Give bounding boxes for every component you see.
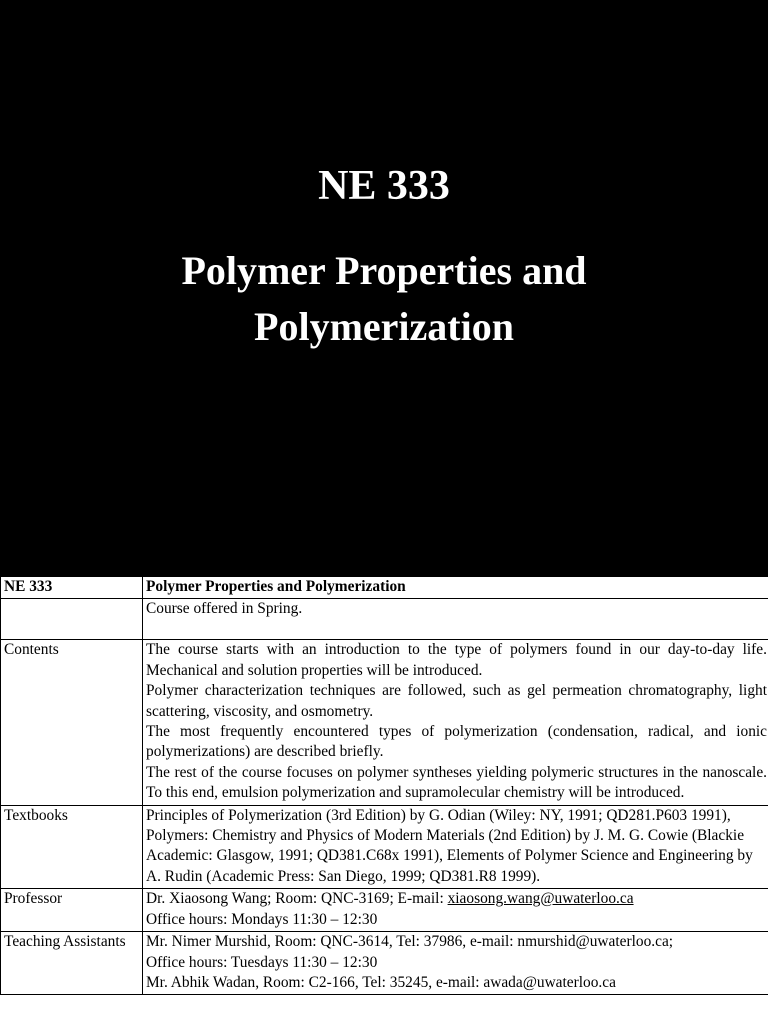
textbooks-label: Textbooks <box>1 805 143 889</box>
empty-cell <box>1 599 143 640</box>
table-row <box>1 889 768 932</box>
professor-label: Professor <box>1 889 143 932</box>
course-title-line-1: Polymer Properties and <box>181 248 587 293</box>
table-row <box>1 805 768 889</box>
header-course-name: Polymer Properties and Polymerization <box>143 577 768 599</box>
header-course-code: NE 333 <box>1 577 143 599</box>
textbooks-text: Principles of Polymerization (3rd Edition) by G. Odian (Wiley: NY, 1991; QD281.P603 1991), Polymers: Chemistry and Physics of Modern Materials (2nd Edition) by J. M. G. Cowie (Blackie Academic: Glasgow, 1991; QD381.C68x 1991), Elements of Polymer Science and Engineering by A. Rudin (Academic Press: San Diego, 1999; QD381.R8 1999). <box>143 805 768 889</box>
contents-label: Contents <box>1 640 143 805</box>
course-code-heading: NE 333 <box>318 163 450 209</box>
professor-email-link[interactable]: xiaosong.wang@uwaterloo.ca <box>447 890 634 908</box>
contents-cell <box>143 640 768 805</box>
professor-cell <box>143 889 768 932</box>
table-row <box>1 640 768 805</box>
contents-paragraph-3: The most frequently encountered types of polymerization (condensation, radical, and ionic polymerizations) are described briefly. <box>146 723 767 761</box>
teaching-assistants-cell <box>143 932 768 995</box>
course-title-heading <box>0 243 768 355</box>
ta-1-office-hours: Office hours: Tuesdays 11:30 – 12:30 <box>146 953 378 971</box>
professor-details: Dr. Xiaosong Wang; Room: QNC-3169; E-mail: <box>146 890 448 908</box>
table-row <box>1 577 768 599</box>
professor-office-hours: Office hours: Mondays 11:30 – 12:30 <box>146 910 378 928</box>
ta-1-details: Mr. Nimer Murshid, Room: QNC-3614, Tel: 37986, e-mail: nmurshid@uwaterloo.ca; <box>146 933 674 951</box>
contents-paragraph-2: Polymer characterization techniques are followed, such as gel permeation chromatography, light scattering, viscosity, and osmometry. <box>146 682 767 720</box>
course-title-line-2: Polymerization <box>254 304 514 349</box>
ta-2-details: Mr. Abhik Wadan, Room: C2-166, Tel: 35245, e-mail: awada@uwaterloo.ca <box>146 973 616 991</box>
course-info-table <box>0 576 768 995</box>
offered-term: Course offered in Spring. <box>143 599 768 640</box>
table-row <box>1 599 768 640</box>
teaching-assistants-label: Teaching Assistants <box>1 932 143 995</box>
table-row <box>1 932 768 995</box>
contents-paragraph-4: The rest of the course focuses on polymer syntheses yielding polymeric structures in the nanoscale. To this end, emulsion polymerization and supramolecular chemistry will be introduced. <box>146 763 767 802</box>
contents-paragraph-1: The course starts with an introduction to the type of polymers found in our day-to-day life. Mechanical and solution properties will be introduced. <box>146 641 767 679</box>
